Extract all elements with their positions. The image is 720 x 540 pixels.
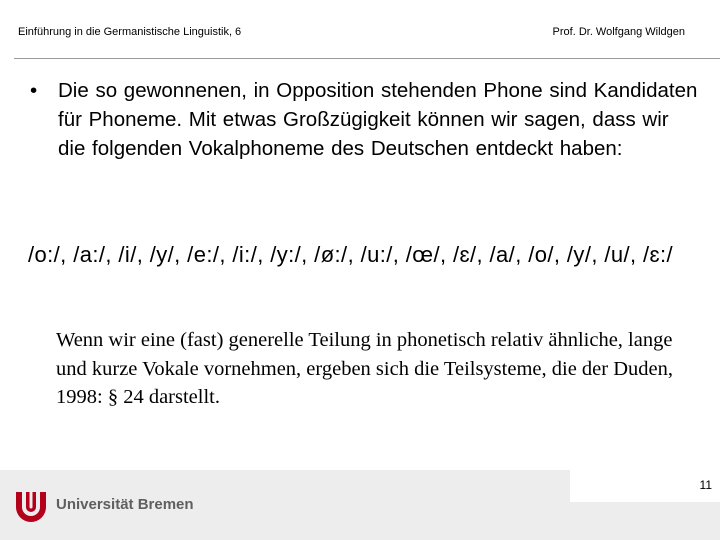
header-course-title: Einführung in die Germanistische Linguistik, 6	[18, 26, 242, 38]
bullet-text: Die so gewonnenen, in Opposition stehenden Phone sind Kandidaten für Phoneme. Mit etwas Großzügigkeit können wir sagen, dass wir die folgenden Vokalphoneme des Deutschen entdeckt haben:	[58, 79, 698, 160]
body-paragraph: Wenn wir eine (fast) generelle Teilung in phonetisch relativ ähnliche, lange und kurze Vokale vornehmen, ergeben sich die Teilsysteme, die der Duden, 1998: § 24 darstellt.	[56, 329, 674, 408]
page-number: 11	[699, 478, 712, 492]
vowel-phoneme-list: /o:/, /a:/, /i/, /y/, /e:/, /i:/, /y:/, /ø:/, /u:/, /œ/, /ɛ/, /a/, /o/, /y/, /u/, /ɛ:/	[28, 242, 674, 267]
header-divider	[14, 58, 720, 59]
page-number-box	[570, 470, 720, 502]
university-name: Universität Bremen	[56, 496, 194, 513]
bullet-point	[30, 76, 700, 163]
university-logo-icon	[13, 487, 49, 523]
header-author: Prof. Dr. Wolfgang Wildgen	[552, 26, 685, 38]
bullet-marker: •	[30, 79, 38, 102]
